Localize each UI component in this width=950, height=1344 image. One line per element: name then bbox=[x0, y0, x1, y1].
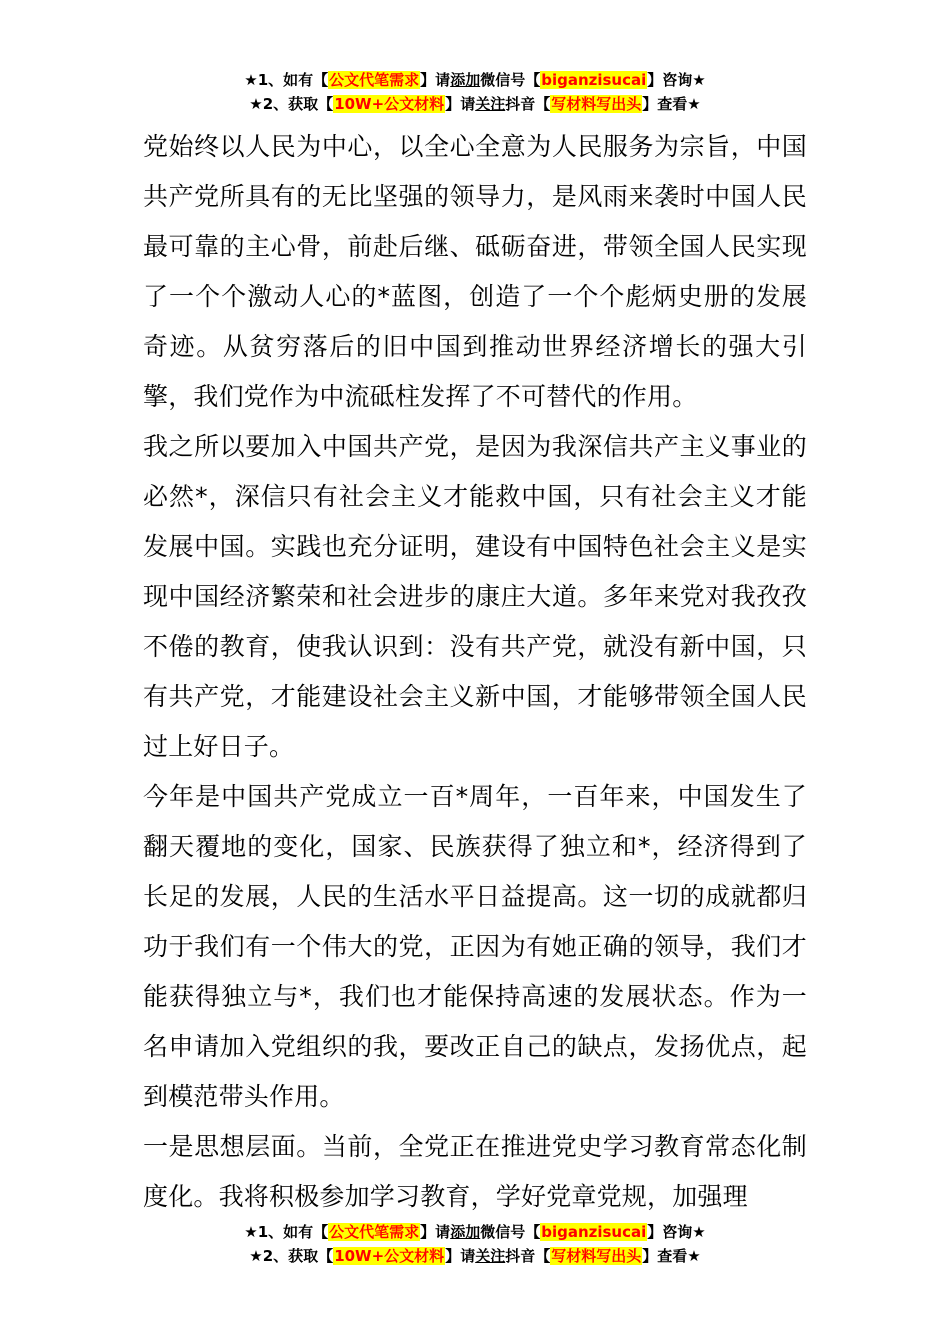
banner-text: ★2、获取【 bbox=[249, 95, 334, 113]
banner-text: 】查看★ bbox=[642, 95, 701, 113]
paragraph-3: 今年是中国共产党成立一百*周年，一百年来，中国发生了翻天覆地的变化，国家、民族获得了独立和*，经济得到了长足的发展，人民的生活水平日益提高。这一切的成就都归功于我们有一个伟大的党，正因为有她正确的领导，我们才能获得独立与*，我们也才能保持高速的发展状态。作为一名申请加入党组织的我，要改正自己的缺点，发扬优点，起到模范带头作用。 bbox=[143, 782, 807, 1111]
underlined-text: 关注 bbox=[475, 1247, 506, 1265]
highlight-materials: 10W+公文材料 bbox=[334, 1247, 445, 1265]
banner-line-2 bbox=[0, 1244, 950, 1268]
banner-text: 】咨询★ bbox=[647, 1223, 706, 1241]
underlined-text: 添加 bbox=[450, 1223, 481, 1241]
highlight-douyin-account: 写材料写出头 bbox=[551, 95, 642, 113]
banner-line-1 bbox=[0, 1220, 950, 1244]
document-body bbox=[143, 122, 807, 1222]
paragraph-2: 我之所以要加入中国共产党，是因为我深信共产主义事业的必然*，深信只有社会主义才能救中国，只有社会主义才能发展中国。实践也充分证明，建设有中国特色社会主义是实现中国经济繁荣和社会进步的康庄大道。多年来党对我孜孜不倦的教育，使我认识到：没有共产党，就没有新中国，只有共产党，才能建设社会主义新中国，才能够带领全国人民过上好日子。 bbox=[143, 432, 807, 761]
highlight-douyin-account: 写材料写出头 bbox=[551, 1247, 642, 1265]
highlight-wechat-id: biganzisucai bbox=[541, 1223, 647, 1241]
banner-text: 微信号【 bbox=[480, 71, 541, 89]
banner-text: ★1、如有【 bbox=[244, 71, 329, 89]
banner-text: 微信号【 bbox=[480, 1223, 541, 1241]
banner-text: 抖音【 bbox=[505, 1247, 551, 1265]
highlight-service: 公文代笔需求 bbox=[329, 71, 420, 89]
banner-text: 抖音【 bbox=[505, 95, 551, 113]
banner-line-1 bbox=[0, 68, 950, 92]
highlight-materials: 10W+公文材料 bbox=[334, 95, 445, 113]
banner-line-2 bbox=[0, 92, 950, 116]
banner-text: 】请 bbox=[420, 71, 451, 89]
paragraph-1: 党始终以人民为中心，以全心全意为人民服务为宗旨，中国共产党所具有的无比坚强的领导力，是风雨来袭时中国人民最可靠的主心骨，前赴后继、砥砺奋进，带领全国人民实现了一个个激动人心的*蓝图，创造了一个个彪炳史册的发展奇迹。从贫穷落后的旧中国到推动世界经济增长的强大引擎，我们党作为中流砥柱发挥了不可替代的作用。 bbox=[143, 132, 807, 411]
highlight-service: 公文代笔需求 bbox=[329, 1223, 420, 1241]
banner-text: 】请 bbox=[445, 95, 476, 113]
highlight-wechat-id: biganzisucai bbox=[541, 71, 647, 89]
footer-banner bbox=[0, 1220, 950, 1268]
banner-text: 】请 bbox=[445, 1247, 476, 1265]
paragraph-4: 一是思想层面。当前，全党正在推进党史学习教育常态化制度化。我将积极参加学习教育，学好党章党规，加强理 bbox=[143, 1132, 807, 1211]
underlined-text: 关注 bbox=[475, 95, 506, 113]
header-banner bbox=[0, 68, 950, 116]
banner-text: 】咨询★ bbox=[647, 71, 706, 89]
banner-text: ★1、如有【 bbox=[244, 1223, 329, 1241]
banner-text: ★2、获取【 bbox=[249, 1247, 334, 1265]
underlined-text: 添加 bbox=[450, 71, 481, 89]
banner-text: 】查看★ bbox=[642, 1247, 701, 1265]
banner-text: 】请 bbox=[420, 1223, 451, 1241]
